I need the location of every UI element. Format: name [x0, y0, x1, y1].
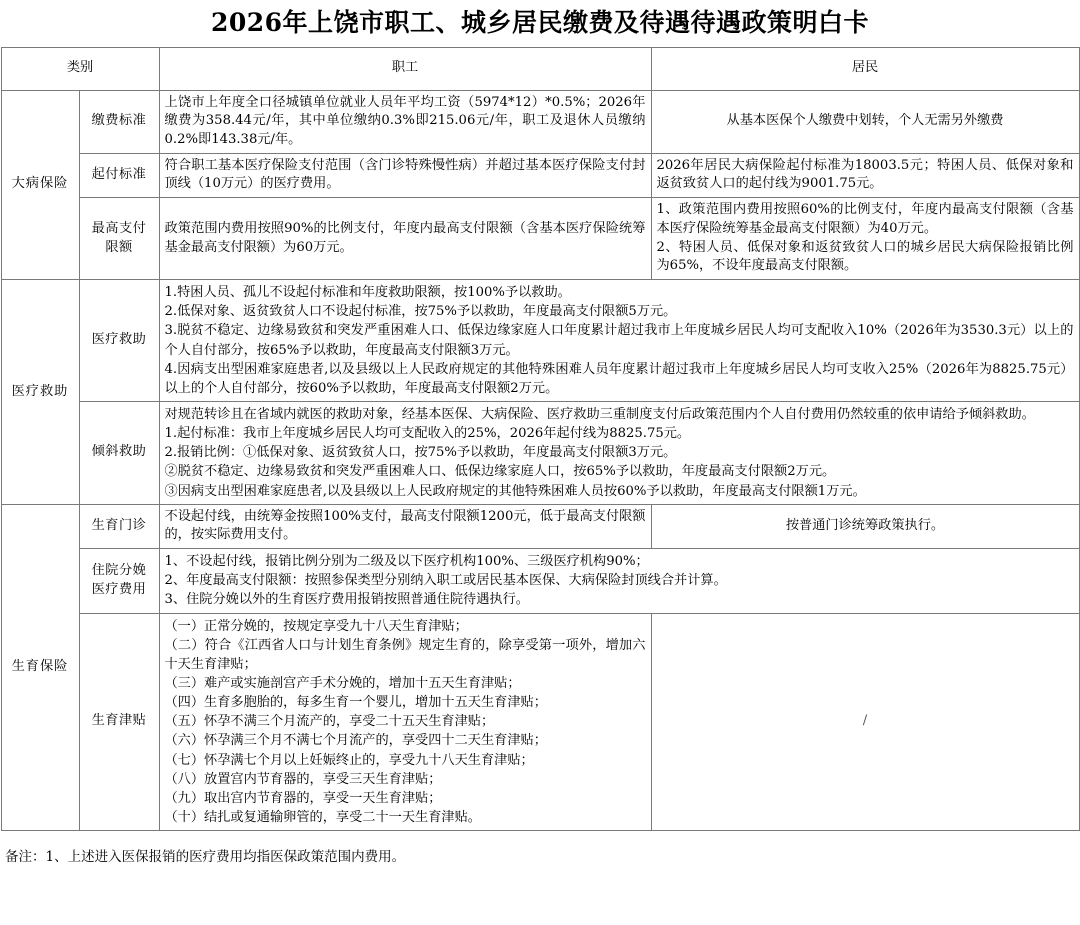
group-label-medical-assistance: 医疗救助 — [1, 280, 79, 505]
row-label-line2: 限额 — [105, 239, 133, 255]
group-label-maternity-insurance: 生育保险 — [1, 504, 79, 830]
group-label-critical-illness: 大病保险 — [1, 90, 79, 280]
row-label-deductible: 起付标准 — [79, 153, 159, 197]
row-label-payment-standard: 缴费标准 — [79, 90, 159, 153]
text-line: 1.特困人员、孤儿不设起付标准和年度救助限额，按100%予以救助。 — [164, 285, 571, 301]
cell-maternity-allowance-resident: / — [651, 613, 1079, 831]
table-row — [1, 280, 1079, 402]
text-line: （十）结扎或复通输卵管的，享受二十一天生育津贴。 — [164, 809, 481, 825]
text-line: 2、年度最高支付限额：按照参保类型分别纳入职工或居民基本医保、大病保险封顶线合并计算。 — [164, 573, 727, 589]
cell-max-payment-resident — [651, 198, 1079, 280]
row-label-line2: 医疗费用 — [91, 581, 147, 597]
text-line: （九）取出宫内节育器的，享受一天生育津贴； — [164, 790, 442, 806]
row-label-tilt-assistance: 倾斜救助 — [79, 401, 159, 504]
cell-hospital-delivery-content — [159, 549, 1079, 613]
text-line: （八）放置宫内节育器的，享受三天生育津贴； — [164, 771, 442, 787]
cell-deductible-employee — [159, 153, 651, 197]
text-line: （一）正常分娩的，按规定享受九十八天生育津贴； — [164, 618, 468, 634]
table-row — [1, 153, 1079, 197]
text-line: 上饶市上年度全口径城镇单位就业人员年平均工资（5974*12）*0.5%；2026年缴费为358.44元/年，其中单位缴纳0.3%即215.06元/年，职工及退休人员缴纳0.2%即143.38元/年。 — [164, 94, 646, 147]
table-row — [1, 401, 1079, 504]
text-line: （三）难产或实施剖宫产手术分娩的，增加十五天生育津贴； — [164, 675, 521, 691]
header-category: 类别 — [1, 47, 159, 90]
text-line: （四）生育多胞胎的，每多生育一个婴儿，增加十五天生育津贴； — [164, 695, 547, 711]
table-row — [1, 90, 1079, 153]
table-row — [1, 504, 1079, 548]
table-row — [1, 549, 1079, 613]
cell-deductible-resident — [651, 153, 1079, 197]
text-line: 政策范围内费用按照90%的比例支付，年度内最高支付限额（含基本医疗保险统筹基金最高支付限额）为60万元。 — [164, 220, 646, 255]
policy-table — [1, 47, 1080, 832]
table-header-row — [1, 47, 1079, 90]
row-label-line1: 最高支付 — [91, 220, 147, 236]
row-label-assistance: 医疗救助 — [79, 280, 159, 402]
text-line: ③因病支出型困难家庭患者,以及县级以上人民政府规定的其他特殊困难人员按60%予以救助，年度最高支付限额1万元。 — [164, 483, 866, 499]
cell-maternity-outpatient-resident: 按普通门诊统筹政策执行。 — [651, 504, 1079, 548]
header-resident: 居民 — [651, 47, 1079, 90]
cell-tilt-assistance-content — [159, 401, 1079, 504]
text-line: 2.报销比例：①低保对象、返贫致贫人口，按75%予以救助，年度最高支付限额3万元。 — [164, 445, 677, 461]
cell-maternity-allowance-employee — [159, 613, 651, 831]
page-title: 2026年上饶市职工、城乡居民缴费及待遇待遇政策明白卡 — [210, 8, 870, 37]
text-line: 1、政策范围内费用按照60%的比例支付，年度内最高支付限额（含基本医疗保险统筹基金最高支付限额）为40万元。 — [656, 202, 1074, 236]
table-row — [1, 198, 1079, 280]
text-line: 2026年居民大病保险起付标准为18003.5元；特困人员、低保对象和返贫致贫人口的起付线为9001.75元。 — [656, 157, 1074, 192]
cell-payment-standard-employee — [159, 90, 651, 153]
cell-max-payment-employee — [159, 198, 651, 280]
row-label-line1: 住院分娩 — [91, 563, 147, 579]
header-employee: 职工 — [159, 47, 651, 90]
text-line: ②脱贫不稳定、边缘易致贫和突发严重困难人口、低保边缘家庭人口，按65%予以救助，年度最高支付限额2万元。 — [164, 464, 836, 480]
cell-payment-standard-resident: 从基本医保个人缴费中划转，个人无需另外缴费 — [651, 90, 1079, 153]
row-label-maternity-outpatient: 生育门诊 — [79, 504, 159, 548]
text-line: 3、住院分娩以外的生育医疗费用报销按照普通住院待遇执行。 — [164, 592, 529, 608]
text-line: 2.低保对象、返贫致贫人口不设起付标准，按75%予以救助，年度最高支付限额5万元。 — [164, 304, 677, 320]
row-label-maternity-allowance: 生育津贴 — [79, 613, 159, 831]
text-line: 1、不设起付线，报销比例分别为二级及以下医疗机构100%、三级医疗机构90%； — [164, 554, 649, 570]
row-label-max-payment — [79, 198, 159, 280]
text-line: 4.因病支出型困难家庭患者,以及县级以上人民政府规定的其他特殊困难人员年度累计超过我市上年度城乡居民人均可支收入25%（2026年为8825.75元）以上的个人自付部分，按60%予以救助，年度最高支付限额2万元。 — [164, 361, 1074, 396]
table-row — [1, 613, 1079, 831]
text-line: 不设起付线，由统筹金按照100%支付，最高支付限额1200元，低于最高支付限额的，按实际费用支付。 — [164, 508, 646, 543]
row-label-hospital-delivery — [79, 549, 159, 613]
text-line: （五）怀孕不满三个月流产的，享受二十五天生育津贴； — [164, 714, 495, 730]
text-line: 符合职工基本医疗保险支付范围（含门诊特殊慢性病）并超过基本医疗保险支付封顶线（10万元）的医疗费用。 — [164, 157, 646, 192]
text-line: 对规范转诊且在省域内就医的救助对象，经基本医保、大病保险、医疗救助三重制度支付后政策范围内个人自付费用仍然较重的依申请给予倾斜救助。 — [164, 406, 1035, 422]
text-line: 1.起付标准：我市上年度城乡居民人均可支配收入的25%，2026年起付线为8825.75元。 — [164, 426, 691, 442]
text-line: 2、特困人员、低保对象和返贫致贫人口的城乡居民大病保险报销比例为65%，不设年度最高支付限额。 — [656, 239, 1074, 274]
document-note: 备注：1、上述进入医保报销的医疗费用均指医保政策范围内费用。 — [5, 849, 406, 866]
text-line: 3.脱贫不稳定、边缘易致贫和突发严重困难人口、低保边缘家庭人口年度累计超过我市上年度城乡居民人均可支配收入10%（2026年为3530.3元）以上的个人自付部分，按65%予以救助，年度最高支付限额3万元。 — [164, 323, 1074, 358]
cell-maternity-outpatient-employee — [159, 504, 651, 548]
footer — [1, 831, 1079, 869]
text-line: （二）符合《江西省人口与计划生育条例》规定生育的，除享受第一项外，增加六十天生育津贴； — [164, 637, 646, 672]
cell-assistance-content — [159, 280, 1079, 402]
text-line: （七）怀孕满七个月以上妊娠终止的，享受九十八天生育津贴； — [164, 752, 534, 768]
text-line: （六）怀孕满三个月不满七个月流产的，享受四十二天生育津贴； — [164, 733, 547, 749]
